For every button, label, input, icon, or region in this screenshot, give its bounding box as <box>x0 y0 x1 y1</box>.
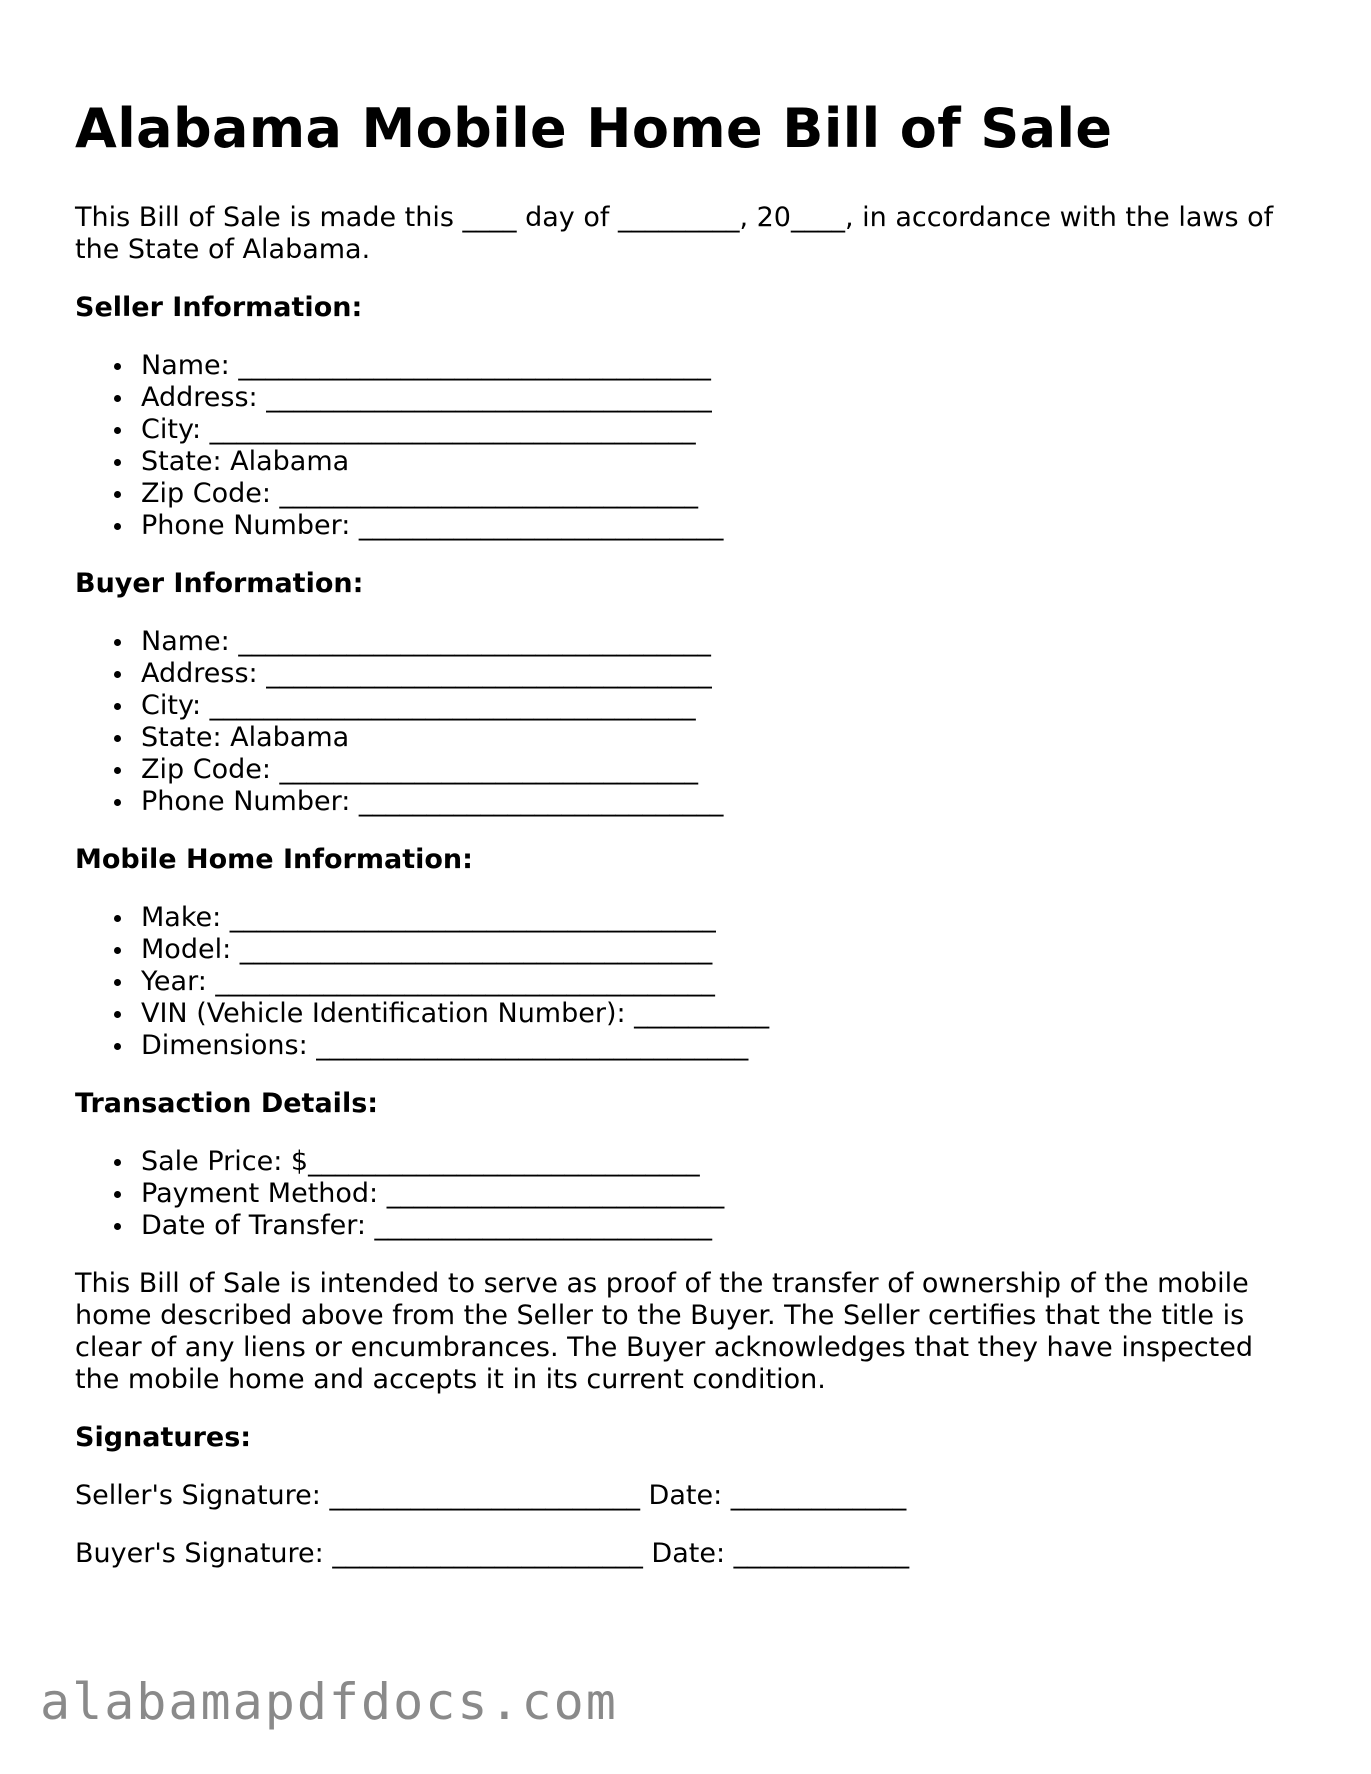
buyer-information-heading: Buyer Information: <box>75 568 364 599</box>
seller-phone-field: Phone Number: ___________________________ <box>141 510 1305 542</box>
document-page <box>75 92 1305 1570</box>
seller-signature-line: Seller's Signature: _______________________ Date: _____________ <box>75 1480 907 1511</box>
buyer-state-field: State: Alabama <box>141 722 1305 754</box>
sale-price-field: Sale Price: $_____________________________ <box>141 1146 1305 1178</box>
buyer-phone-field: Phone Number: ___________________________ <box>141 786 1305 818</box>
seller-name-field: Name: ___________________________________ <box>141 350 1305 382</box>
buyer-information-list <box>75 626 1305 818</box>
signatures-heading: Signatures: <box>75 1422 252 1453</box>
mobile-home-information-heading: Mobile Home Information: <box>75 844 473 875</box>
model-field: Model: ___________________________________ <box>141 934 1305 966</box>
seller-zip-field: Zip Code: _______________________________ <box>141 478 1305 510</box>
document-title: Alabama Mobile Home Bill of Sale <box>75 97 1113 160</box>
seller-information-list <box>75 350 1305 542</box>
date-of-transfer-field: Date of Transfer: _________________________ <box>141 1210 1305 1242</box>
seller-information-heading: Seller Information: <box>75 292 363 323</box>
site-watermark: alabamapdfdocs.com <box>40 1673 618 1731</box>
buyer-address-field: Address: _________________________________ <box>141 658 1305 690</box>
transaction-details-list <box>75 1146 1305 1242</box>
mobile-home-information-list <box>75 902 1305 1062</box>
ownership-statement: This Bill of Sale is intended to serve as proof of the transfer of ownership of the mobile home described above from the Seller to the Buyer. The Seller certifies that the title is clear of any liens or encumbrances. The Buyer acknowledges that they have inspected the mobile home and accepts it in its current condition. <box>75 1268 1253 1395</box>
payment-method-field: Payment Method: _________________________ <box>141 1178 1305 1210</box>
seller-state-field: State: Alabama <box>141 446 1305 478</box>
buyer-city-field: City: ____________________________________ <box>141 690 1305 722</box>
vin-field: VIN (Vehicle Identification Number): __________ <box>141 998 1305 1030</box>
dimensions-field: Dimensions: ________________________________ <box>141 1030 1305 1062</box>
make-field: Make: ____________________________________ <box>141 902 1305 934</box>
buyer-signature-line: Buyer's Signature: _______________________ Date: _____________ <box>75 1538 910 1569</box>
seller-address-field: Address: _________________________________ <box>141 382 1305 414</box>
seller-city-field: City: ____________________________________ <box>141 414 1305 446</box>
transaction-details-heading: Transaction Details: <box>75 1088 379 1119</box>
buyer-zip-field: Zip Code: _______________________________ <box>141 754 1305 786</box>
year-field: Year: _____________________________________ <box>141 966 1305 998</box>
intro-paragraph: This Bill of Sale is made this ____ day of _________, 20____, in accordance with the laws of the State of Alabama. <box>75 202 1274 265</box>
buyer-name-field: Name: ___________________________________ <box>141 626 1305 658</box>
